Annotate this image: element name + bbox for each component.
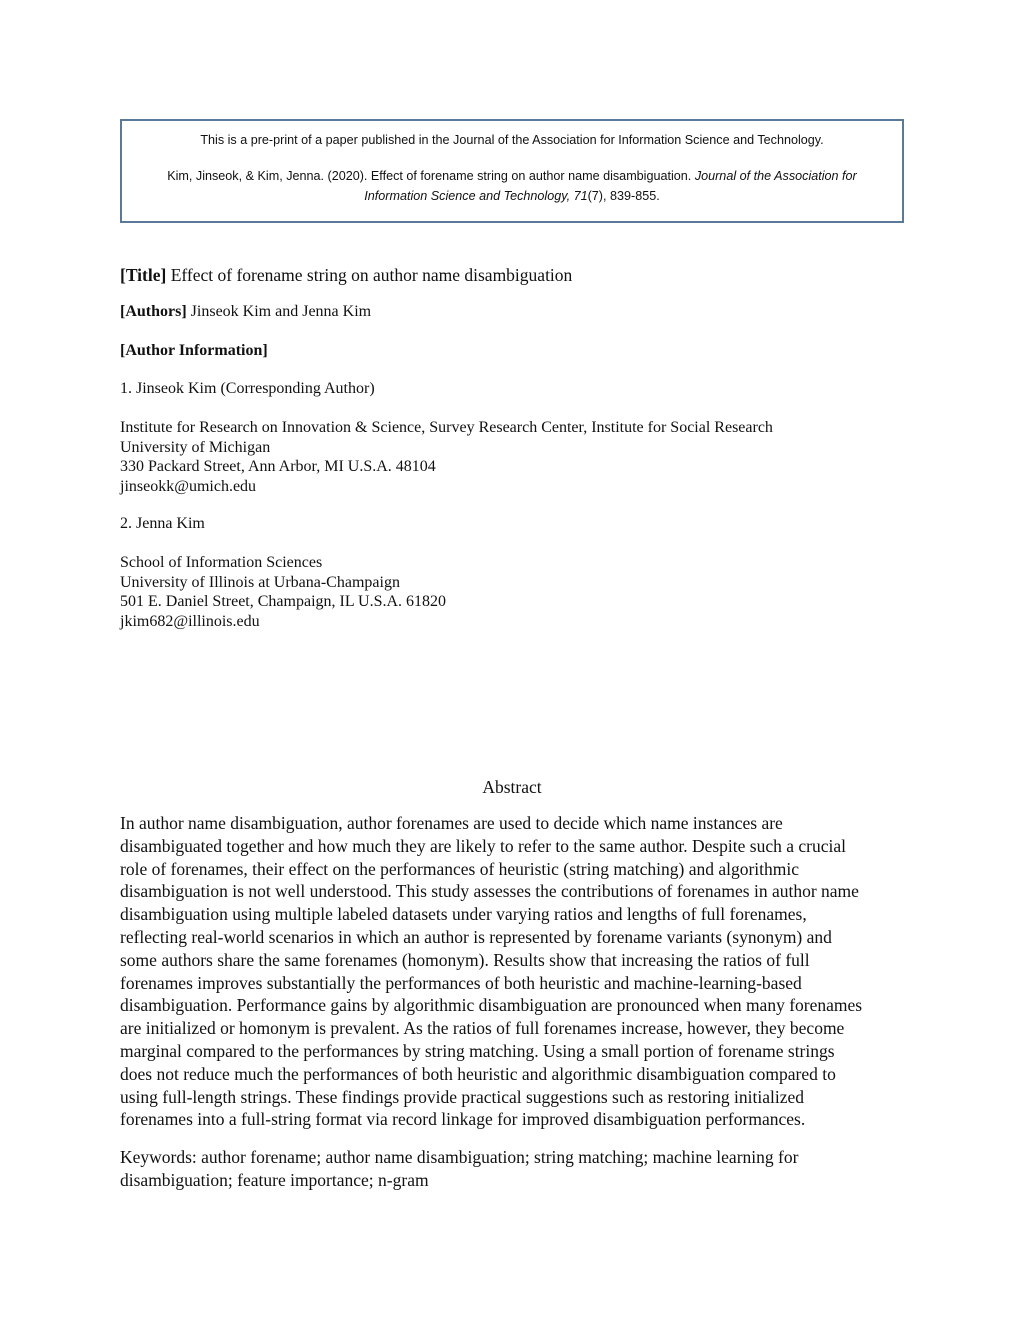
author-1-street: 330 Packard Street, Ann Arbor, MI U.S.A. 48104	[120, 458, 436, 475]
author-1-heading: 1. Jinseok Kim (Corresponding Author)	[120, 380, 375, 397]
paper-title	[120, 266, 572, 286]
title-text: Effect of forename string on author name disambiguation	[166, 265, 573, 285]
title-label: [Title]	[120, 265, 167, 285]
author-2-affiliation: School of Information Sciences	[120, 554, 323, 571]
abstract-line: marginal compared to the performances by string matching. Using a small portion of forename strings	[120, 1040, 835, 1061]
abstract-heading: Abstract	[482, 777, 542, 797]
author-2-heading: 2. Jenna Kim	[120, 515, 205, 532]
abstract-line: disambiguation using multiple labeled datasets under varying ratios and lengths of full forenames,	[120, 904, 807, 925]
abstract-line: disambiguation is not well understood. This study assesses the contributions of forenames in author name	[120, 881, 859, 902]
abstract-line: using full-length strings. These findings provide practical suggestions such as restoring initialized	[120, 1086, 804, 1107]
abstract-line: forenames improves substantially the performances of both heuristic and machine-learning-based	[120, 972, 802, 993]
keywords	[120, 1146, 910, 1192]
abstract-line: are initialized or homonym is prevalent. As the ratios of full forenames increase, however, they become	[120, 1018, 845, 1039]
abstract-body	[120, 812, 910, 1131]
author-1-university: University of Michigan	[120, 438, 271, 456]
authors-label: [Authors]	[120, 303, 187, 320]
abstract-line: In author name disambiguation, author forenames are used to decide which name instances are	[120, 813, 783, 833]
author-info-heading: [Author Information]	[120, 342, 268, 359]
keywords-line: Keywords: author forename; author name disambiguation; string matching; machine learning for	[120, 1147, 799, 1167]
abstract-line: reflecting real-world scenarios in which an author is represented by forename variants (synonym) and	[120, 926, 832, 947]
author-2-address	[120, 553, 446, 631]
citation-suffix: (7), 839-855.	[587, 189, 660, 203]
abstract-line: disambiguated together and how much they are likely to refer to the same author. Despite such a crucial	[120, 835, 847, 856]
abstract-line: does not reduce much the performances of both heuristic and algorithmic disambiguation compared to	[120, 1063, 836, 1084]
preprint-notice-box	[120, 119, 904, 223]
author-2-street: 501 E. Daniel Street, Champaign, IL U.S.A. 61820	[120, 593, 447, 610]
abstract-line: disambiguation. Performance gains by algorithmic disambiguation are pronounced when many forenames	[120, 995, 863, 1016]
authors-text: Jinseok Kim and Jenna Kim	[186, 303, 372, 320]
citation-text	[132, 166, 892, 206]
preprint-notice-text: This is a pre-print of a paper published in the Journal of the Association for Information Science and Technology.	[200, 133, 824, 147]
author-2-university: University of Illinois at Urbana-Champaign	[120, 573, 400, 591]
abstract-line: some authors share the same forenames (homonym). Results show that increasing the ratios of full	[120, 949, 810, 970]
authors-line	[120, 302, 371, 322]
abstract-line: forenames into a full-string format via record linkage for improved disambiguation performances.	[120, 1109, 806, 1130]
citation-journal-part2: Information Science and Technology, 71	[364, 189, 588, 203]
abstract-line: role of forenames, their effect on the performances of heuristic (string matching) and algorithmic	[120, 858, 800, 879]
author-1-email: jinseokk@umich.edu	[120, 477, 257, 495]
citation-prefix: Kim, Jinseok, & Kim, Jenna. (2020). Effect of forename string on author name disambiguation.	[167, 169, 695, 183]
author-2-email: jkim682@illinois.edu	[120, 612, 260, 630]
citation-journal-part1: Journal of the Association for	[694, 169, 857, 183]
author-1-address	[120, 418, 773, 496]
author-1-affiliation: Institute for Research on Innovation & Science, Survey Research Center, Institute for Social Research	[120, 419, 773, 436]
keywords-line: disambiguation; feature importance; n-gram	[120, 1169, 429, 1190]
